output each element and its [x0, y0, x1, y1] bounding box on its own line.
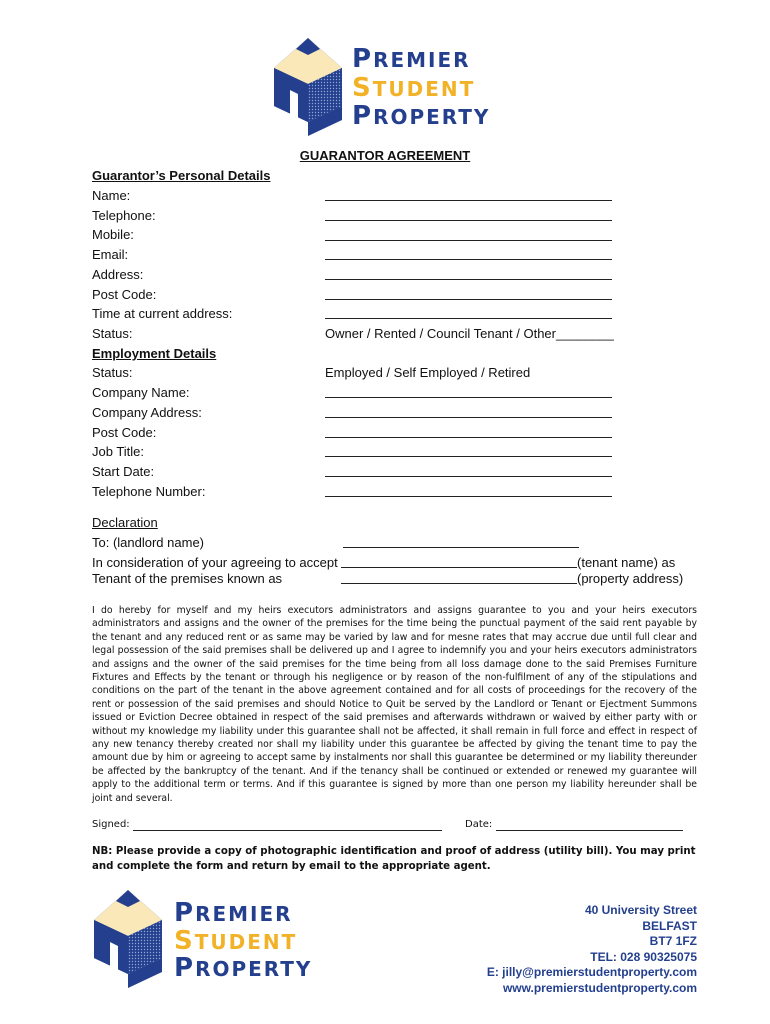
- declaration-heading: Declaration: [92, 515, 158, 530]
- landlord-label: To: (landlord name): [92, 535, 204, 550]
- logo-line2-rest: TUDENT: [372, 77, 476, 101]
- employer-telephone-field[interactable]: [325, 496, 612, 497]
- logo-line1-rest: REMIER: [373, 48, 471, 72]
- logo-line3-rest: ROPERTY: [195, 957, 313, 981]
- address-label: Address:: [92, 267, 144, 282]
- logo-line3-initial: P: [352, 101, 374, 131]
- name-field[interactable]: [325, 200, 612, 201]
- consideration-text: In consideration of your agreeing to accept: [92, 555, 338, 570]
- time-at-address-field[interactable]: [325, 318, 612, 319]
- status-label: Status:: [92, 326, 133, 341]
- contact-street: 40 University Street: [584, 903, 697, 917]
- telephone-field[interactable]: [325, 220, 612, 221]
- date-label: Date:: [465, 819, 493, 830]
- logo-line2-initial: S: [352, 73, 373, 103]
- house-pencil-icon: [272, 36, 344, 136]
- premises-text: Tenant of the premises known as: [92, 571, 283, 586]
- time-at-address-label: Time at current address:: [92, 306, 233, 321]
- company-address-label: Company Address:: [92, 405, 202, 420]
- contact-block: [487, 903, 697, 996]
- contact-postcode: BT7 1FZ: [649, 934, 697, 948]
- date-field[interactable]: [496, 830, 683, 831]
- company-postcode-field[interactable]: [325, 437, 612, 438]
- employer-telephone-label: Telephone Number:: [92, 484, 206, 499]
- company-address-field[interactable]: [325, 417, 612, 418]
- nb-note: NB: Please provide a copy of photographic identification and proof of address (utility bill). You may print and complete the form and return by email to the appropriate agent.: [92, 846, 696, 872]
- signature-field[interactable]: [133, 830, 442, 831]
- tenant-name-field[interactable]: [341, 567, 577, 568]
- telephone-label: Telephone:: [92, 208, 156, 223]
- logo-line2-rest: TUDENT: [194, 930, 298, 954]
- logo-line3-rest: ROPERTY: [373, 105, 491, 129]
- employment-status-options[interactable]: Employed / Self Employed / Retired: [325, 365, 531, 380]
- name-label: Name:: [92, 188, 131, 203]
- company-name-label: Company Name:: [92, 385, 190, 400]
- postcode-field[interactable]: [325, 299, 612, 300]
- logo-line3-initial: P: [174, 953, 196, 983]
- start-date-label: Start Date:: [92, 464, 155, 479]
- contact-email-link[interactable]: E: jilly@premierstudentproperty.com: [486, 965, 697, 979]
- employment-details-heading: Employment Details: [92, 346, 217, 361]
- postcode-label: Post Code:: [92, 287, 157, 302]
- employment-status-label: Status:: [92, 365, 133, 380]
- logo-line2-initial: S: [174, 926, 195, 956]
- property-address-field[interactable]: [341, 583, 577, 584]
- company-name-field[interactable]: [325, 397, 612, 398]
- document-title: GUARANTOR AGREEMENT: [299, 148, 471, 163]
- bottom-logo: [92, 888, 313, 988]
- personal-details-heading: Guarantor’s Personal Details: [92, 168, 271, 183]
- mobile-label: Mobile:: [92, 227, 134, 242]
- property-address-suffix: (property address): [577, 571, 684, 586]
- contact-city: BELFAST: [642, 918, 697, 933]
- status-options[interactable]: Owner / Rented / Council Tenant / Other________: [325, 326, 614, 341]
- job-title-field[interactable]: [325, 456, 612, 457]
- logo-line1-initial: P: [174, 898, 196, 928]
- logo-line1-rest: REMIER: [195, 902, 293, 926]
- address-field[interactable]: [325, 279, 612, 280]
- email-label: Email:: [92, 247, 129, 262]
- mobile-field[interactable]: [325, 240, 612, 241]
- email-field[interactable]: [325, 259, 612, 260]
- contact-telephone: TEL: 028 90325075: [590, 949, 697, 964]
- logo-line1-initial: P: [352, 44, 374, 74]
- company-postcode-label: Post Code:: [92, 425, 157, 440]
- contact-website-link[interactable]: www.premierstudentproperty.com: [502, 980, 697, 995]
- signed-label: Signed:: [92, 819, 130, 830]
- top-logo: [272, 36, 491, 136]
- job-title-label: Job Title:: [92, 444, 145, 459]
- landlord-name-field[interactable]: [343, 547, 579, 548]
- guarantee-paragraph: I do hereby for myself and my heirs executors administrators and assigns guarantee to you and your heirs executors administrators and assigns and the owner of the premises for the time being the punctual payment of the said rent payable by the tenant and any reduced rent or as same may be varied by law and for mesne rates that may accrue due until full clear and legal possession of the said premises shall be delivered up and I agree to indemnify you and your heirs executors administrators and assigns and the owner of the said premises for the time being from all loss damage done to the said Premises Furniture Fixtures and Effects by the tenant or through his negligence or by reason of the non-fulfilment of any of the stipulations and conditions on the part of the tenant in the above agreement contained and for all costs of proceedings for the recovery of the rent or possession of the said premises and should Notice to Quit be served by the Landlord or Tenant or Ejectment Summons issued or Eviction Decree obtained in respect of the said premises and afterwards withdrawn or waived by either party with or without my knowledge my liability under this guarantee shall not be affected, it shall remain in full force and effect in respect of any new tenancy thereby created nor shall my liability under this guarantee be affected by giving the tenant time to pay the amount due by him or agreeing to accept same by instalments nor shall this guarantee be determined or my liability thereunder be affected by the bankruptcy of the tenant. And if the tenancy shall be continued or extended or renewed my guarantee will apply to the additional term or terms. And if this guarantee is signed by more than one person my liability hereunder shall be joint and several.: [92, 605, 697, 804]
- house-pencil-icon: [92, 888, 164, 988]
- start-date-field[interactable]: [325, 476, 612, 477]
- tenant-name-suffix: (tenant name) as: [577, 555, 676, 570]
